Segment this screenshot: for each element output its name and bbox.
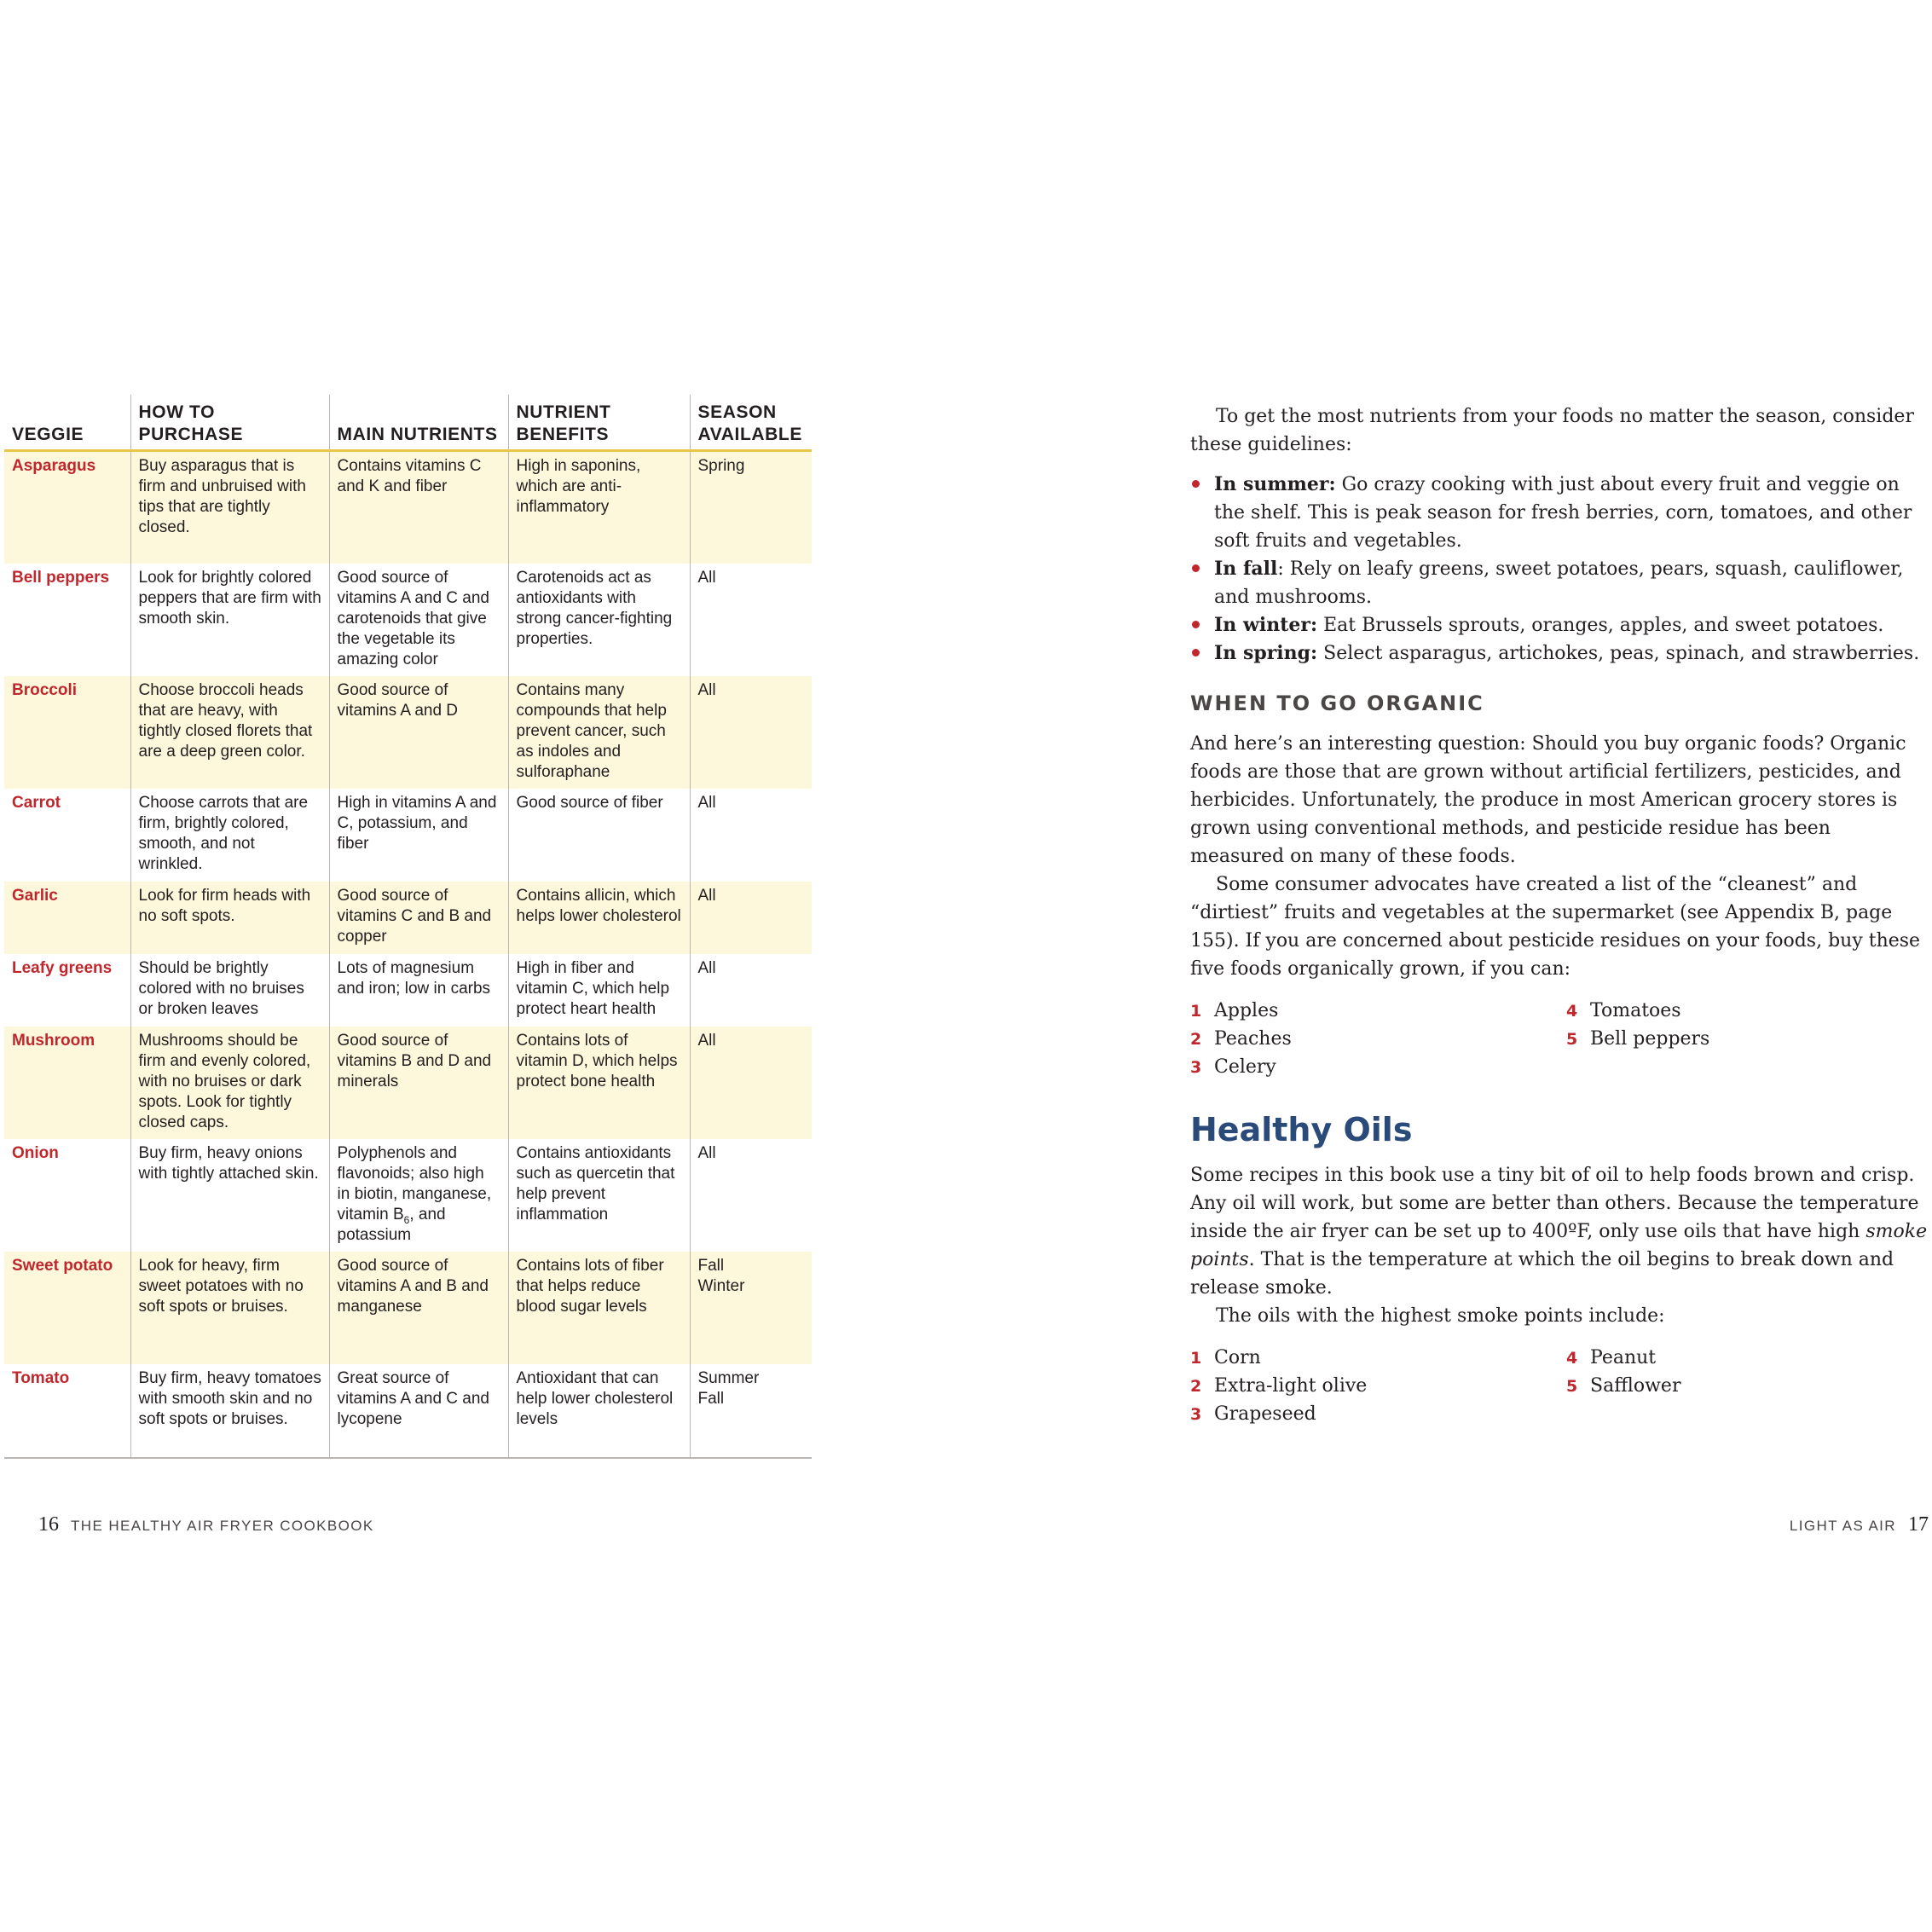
- nutrient-benefits: Contains antioxidants such as quercetin that help prevent inflammation: [508, 1139, 690, 1252]
- list-text: Grapeseed: [1214, 1403, 1316, 1425]
- bullet-label: In summer:: [1214, 473, 1336, 495]
- bullet-label: In fall: [1214, 558, 1278, 580]
- table-row: [4, 451, 812, 564]
- oils-list: [1190, 1344, 1929, 1428]
- list-item: [1190, 471, 1929, 555]
- list-text: Corn: [1214, 1347, 1261, 1368]
- bullet-text: Go crazy cooking with just about every fruit and veggie on the shelf. This is peak season for fresh berries, corn, tomatoes, and other soft fruits and vegetables.: [1214, 474, 1912, 552]
- oils-text-a: Some recipes in this book use a tiny bit of oil to help foods brown and crisp. Any oil will work, but some are better than others. Because the temperature inside the air fryer can be set up to 400ºF, only use oils that have high: [1190, 1165, 1919, 1242]
- list-number: 2: [1190, 1030, 1202, 1049]
- header-veggie: VEGGIE: [4, 395, 130, 451]
- veggie-name: Tomato: [4, 1364, 130, 1458]
- right-page-body: [1190, 402, 1929, 1428]
- table-row: [4, 789, 812, 882]
- list-item: [1566, 1344, 1929, 1372]
- list-number: 5: [1566, 1030, 1578, 1049]
- oils-paragraph-2: The oils with the highest smoke points include:: [1216, 1305, 1665, 1327]
- main-nutrients: Good source of vitamins A and D: [329, 676, 508, 789]
- list-text: Tomatoes: [1590, 1000, 1681, 1021]
- nutrient-benefits: High in saponins, which are anti-inflammatory: [508, 451, 690, 564]
- season-available: [690, 1252, 812, 1364]
- season-available: All: [690, 1139, 812, 1252]
- nutrient-benefits: Carotenoids act as antioxidants with strong cancer-fighting properties.: [508, 564, 690, 676]
- season-available: All: [690, 882, 812, 954]
- veggie-name: Onion: [12, 1143, 59, 1162]
- list-item: [1190, 1053, 1566, 1081]
- how-to-purchase: Buy firm, heavy onions with tightly attached skin.: [130, 1139, 329, 1252]
- nutrient-benefits: Contains lots of vitamin D, which helps protect bone health: [508, 1027, 690, 1139]
- season-available: All: [690, 954, 812, 1027]
- right-page-footer: [1778, 1513, 1929, 1536]
- how-to-purchase: Should be brightly colored with no bruises or broken leaves: [130, 954, 329, 1027]
- oils-paragraph-1: [1190, 1161, 1929, 1302]
- left-page-footer: [38, 1513, 386, 1536]
- main-nutrients: Great source of vitamins A and C and lycopene: [329, 1364, 508, 1458]
- main-nutrients-part-a: Polyphenols and flavonoids; also high in biotin, manganese, vitamin B: [337, 1143, 492, 1223]
- table-row: [4, 564, 812, 676]
- list-number: 3: [1190, 1405, 1202, 1424]
- oils-emphasis: smoke points: [1190, 1221, 1928, 1270]
- nutrient-benefits: Contains many compounds that help prevent cancer, such as indoles and sulforaphane: [508, 676, 690, 789]
- healthy-oils-heading: Healthy Oils: [1190, 1111, 1413, 1148]
- season-line: Winter: [697, 1276, 745, 1295]
- list-item: [1190, 1372, 1566, 1400]
- header-season-available: SEASON AVAILABLE: [690, 395, 812, 451]
- list-text: Safflower: [1590, 1375, 1681, 1397]
- season-guidelines-list: [1190, 471, 1929, 668]
- list-item: [1566, 1025, 1929, 1053]
- nutrient-benefits: Good source of fiber: [508, 789, 690, 882]
- season-available: All: [690, 676, 812, 789]
- header-nutrient-benefits: NUTRIENT BENEFITS: [508, 395, 690, 451]
- list-number: 5: [1566, 1377, 1578, 1396]
- how-to-purchase: Look for brightly colored peppers that are firm with smooth skin.: [130, 564, 329, 676]
- season-line: Fall: [697, 1389, 725, 1408]
- list-text: Peanut: [1590, 1347, 1657, 1368]
- list-number: 4: [1566, 1002, 1578, 1021]
- oils-text-b: . That is the temperature at which the oil begins to break down and release smoke.: [1190, 1249, 1894, 1299]
- list-number: 1: [1190, 1002, 1202, 1021]
- veggie-name: Bell peppers: [12, 568, 110, 587]
- main-nutrients: [329, 1139, 508, 1252]
- season-available: All: [690, 789, 812, 882]
- season-available: [690, 1364, 812, 1458]
- main-nutrients: Good source of vitamins A and C and carotenoids that give the vegetable its amazing color: [329, 564, 508, 676]
- main-nutrients-part-b: , and potassium: [337, 1205, 446, 1244]
- list-item: [1190, 555, 1929, 611]
- page-number: 17: [1908, 1513, 1929, 1536]
- running-title: LIGHT AS AIR: [1789, 1518, 1896, 1534]
- veggie-name: Carrot: [12, 793, 61, 812]
- how-to-purchase: Mushrooms should be firm and evenly colored, with no bruises or dark spots. Look for tightly closed caps.: [130, 1027, 329, 1139]
- season-available: All: [690, 564, 812, 676]
- list-item: [1566, 997, 1929, 1025]
- list-item: [1566, 1372, 1929, 1400]
- table-row: [4, 1027, 812, 1139]
- bullet-label: In winter:: [1214, 614, 1318, 636]
- list-text: Peaches: [1214, 1028, 1292, 1050]
- organic-foods-list: [1190, 997, 1929, 1081]
- nutrient-benefits: Contains lots of fiber that helps reduce blood sugar levels: [508, 1252, 690, 1364]
- how-to-purchase: Buy firm, heavy tomatoes with smooth skin and no soft spots or bruises.: [130, 1364, 329, 1458]
- list-text: Apples: [1214, 1000, 1279, 1021]
- list-item: [1190, 1400, 1566, 1428]
- veggie-name: Mushroom: [4, 1027, 130, 1139]
- how-to-purchase: Buy asparagus that is firm and unbruised with tips that are tightly closed.: [130, 451, 329, 564]
- list-item: [1190, 1025, 1566, 1053]
- vitamin-subscript: 6: [403, 1213, 410, 1226]
- season-line: Summer: [697, 1368, 760, 1387]
- veggie-name: Sweet potato: [4, 1252, 130, 1364]
- table-row: [4, 954, 812, 1027]
- main-nutrients: Good source of vitamins C and B and copper: [329, 882, 508, 954]
- bullet-text: : Rely on leafy greens, sweet potatoes, pears, squash, cauliflower, and mushrooms.: [1214, 558, 1904, 608]
- veggie-name: Garlic: [4, 882, 130, 954]
- table-row: [4, 1364, 812, 1458]
- table-row: [4, 882, 812, 954]
- table-row: [4, 676, 812, 789]
- how-to-purchase: Choose carrots that are firm, brightly colored, smooth, and not wrinkled.: [130, 789, 329, 882]
- page-number: 16: [38, 1513, 59, 1536]
- nutrient-benefits: High in fiber and vitamin C, which help protect heart health: [508, 954, 690, 1027]
- main-nutrients: Contains vitamins C and K and fiber: [329, 451, 508, 564]
- list-item: [1190, 1344, 1566, 1372]
- bullet-icon: [1192, 621, 1200, 628]
- bullet-icon: [1192, 480, 1200, 488]
- bullet-icon: [1192, 564, 1200, 572]
- season-line: Fall: [697, 1256, 725, 1275]
- organic-subheading: WHEN TO GO ORGANIC: [1190, 691, 1484, 715]
- nutrient-benefits: Contains allicin, which helps lower cholesterol: [508, 882, 690, 954]
- list-text: Bell peppers: [1590, 1028, 1710, 1050]
- veggie-table: [4, 395, 812, 1459]
- header-how-to-purchase: HOW TO PURCHASE: [130, 395, 329, 451]
- how-to-purchase: Look for firm heads with no soft spots.: [130, 882, 329, 954]
- how-to-purchase: Choose broccoli heads that are heavy, with tightly closed florets that are a deep green color.: [130, 676, 329, 789]
- season-available: Spring: [690, 451, 812, 564]
- main-nutrients: Good source of vitamins B and D and minerals: [329, 1027, 508, 1139]
- list-item: [1190, 611, 1929, 639]
- organic-paragraph-1: And here’s an interesting question: Should you buy organic foods? Organic foods are those that are grown without artificial fertilizers, pesticides, and herbicides. Unfortunately, the produce in most American grocery stores is grown using conventional methods, and pesticide residue has been measured on many of these foods.: [1190, 733, 1906, 867]
- main-nutrients: Lots of magnesium and iron; low in carbs: [329, 954, 508, 1027]
- header-main-nutrients: MAIN NUTRIENTS: [329, 395, 508, 451]
- nutrient-benefits: Antioxidant that can help lower cholesterol levels: [508, 1364, 690, 1458]
- list-number: 4: [1566, 1349, 1578, 1368]
- running-title: THE HEALTHY AIR FRYER COOKBOOK: [71, 1518, 374, 1534]
- list-number: 1: [1190, 1349, 1202, 1368]
- list-item: [1190, 997, 1566, 1025]
- season-available: All: [690, 1027, 812, 1139]
- organic-paragraph-2: Some consumer advocates have created a list of the “cleanest” and “dirtiest” fruits and vegetables at the supermarket (see Appendix B, page 155). If you are concerned about pesticide residues on your foods, buy these five foods organically grown, if you can:: [1190, 874, 1921, 980]
- table-header-row: [4, 395, 812, 451]
- list-number: 3: [1190, 1058, 1202, 1077]
- bullet-icon: [1192, 649, 1200, 657]
- bullet-label: In spring:: [1214, 642, 1318, 664]
- veggie-name: Leafy greens: [12, 958, 113, 977]
- list-item: [1190, 639, 1929, 668]
- bullet-text: Eat Brussels sprouts, oranges, apples, and sweet potatoes.: [1317, 615, 1884, 636]
- table-row: [4, 1139, 812, 1252]
- list-text: Extra-light olive: [1214, 1375, 1368, 1397]
- main-nutrients: Good source of vitamins A and B and manganese: [329, 1252, 508, 1364]
- list-text: Celery: [1214, 1056, 1276, 1078]
- list-number: 2: [1190, 1377, 1202, 1396]
- bullet-text: Select asparagus, artichokes, peas, spinach, and strawberries.: [1317, 643, 1920, 664]
- main-nutrients: High in vitamins A and C, potassium, and fiber: [329, 789, 508, 882]
- table-row: [4, 1252, 812, 1364]
- how-to-purchase: Look for heavy, firm sweet potatoes with no soft spots or bruises.: [130, 1252, 329, 1364]
- intro-paragraph: To get the most nutrients from your foods no matter the season, consider these guidelines:: [1190, 406, 1914, 455]
- veggie-name: Asparagus: [4, 451, 130, 564]
- veggie-name: Broccoli: [4, 676, 130, 789]
